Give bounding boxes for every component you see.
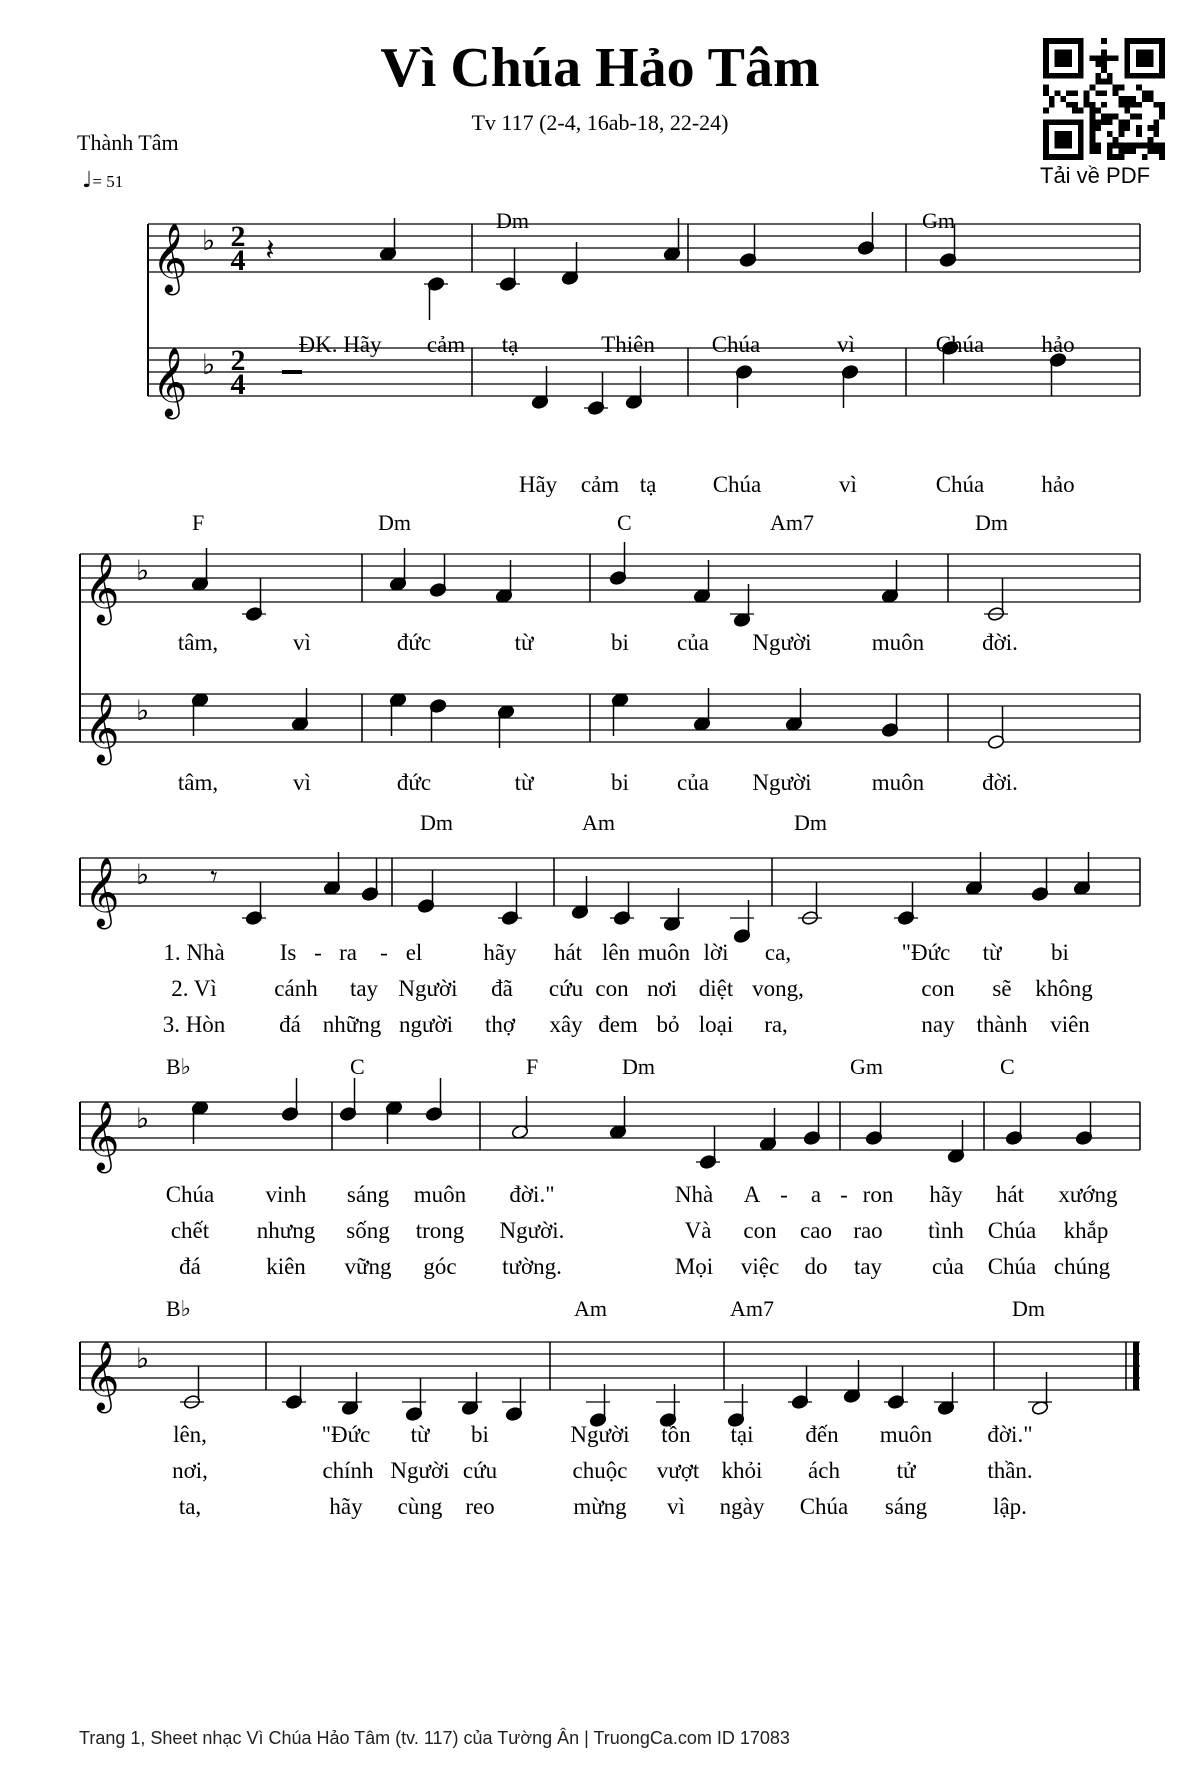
lyric-syllable: con — [921, 976, 955, 1001]
lyric-syllable: Chúa — [799, 1494, 849, 1519]
lyric-syllable: lên — [601, 940, 631, 965]
lyric-syllable: 3. Hòn — [162, 1012, 226, 1037]
lyric-syllable: tồn — [661, 1422, 691, 1447]
lyric-syllable: hảo — [1041, 332, 1075, 357]
chord-symbol: Dm — [1012, 1296, 1045, 1321]
lyric-syllable: của — [677, 770, 709, 795]
lyric-syllable: từ — [982, 940, 1002, 965]
lyric-syllable: tử — [896, 1458, 916, 1483]
lyric-syllable: ron — [862, 1182, 894, 1207]
download-pdf-label[interactable]: Tải về PDF — [1040, 163, 1151, 188]
time-signature-top: 2 — [230, 344, 246, 377]
psalm-reference: Tv 117 (2-4, 16ab-18, 22-24) — [471, 110, 729, 135]
chord-symbol: Am — [574, 1296, 607, 1321]
lyric-syllable: vượt — [656, 1458, 700, 1483]
lyric-syllable: ra — [339, 940, 357, 965]
chord-symbol: Dm — [794, 810, 827, 835]
lyric-syllable: từ — [410, 1422, 430, 1447]
eighth-rest-icon: 𝄾 — [210, 860, 218, 893]
lyric-syllable: đến — [805, 1422, 839, 1447]
treble-clef-icon: 𝄞 — [152, 223, 188, 293]
lyric-syllable: tường. — [502, 1254, 562, 1279]
lyric-syllable: đời." — [987, 1422, 1033, 1447]
lyric-syllable: lên, — [173, 1422, 207, 1447]
lyric-syllable: cánh — [274, 976, 318, 1001]
lyric-syllable: bi — [471, 1422, 489, 1447]
lyric-syllable: Người — [752, 630, 812, 655]
key-flat-icon: ♭ — [136, 858, 150, 891]
chord-symbol: Am7 — [770, 510, 814, 535]
lyric-syllable: của — [677, 630, 709, 655]
composer-name: Thành Tâm — [77, 130, 179, 155]
lyric-syllable: hãy — [329, 1494, 363, 1519]
lyric-syllable: chuộc — [572, 1458, 628, 1483]
lyric-syllable: tại — [730, 1422, 754, 1447]
lyric-syllable: cảm — [426, 332, 466, 357]
page-footer: Trang 1, Sheet nhạc Vì Chúa Hảo Tâm (tv. 117) của Tường Ân | TruongCa.com ID 17083 — [79, 1728, 790, 1748]
lyric-syllable: thợ — [484, 1012, 516, 1037]
song-title: Vì Chúa Hảo Tâm — [380, 37, 820, 99]
lyric-syllable: bi — [611, 770, 629, 795]
quarter-rest-icon: 𝄽 — [265, 233, 275, 268]
lyric-syllable: đá — [179, 1254, 201, 1279]
lyric-syllable: do — [804, 1254, 828, 1279]
lyric-syllable: vinh — [265, 1182, 307, 1207]
treble-clef-icon: 𝄞 — [84, 1101, 120, 1171]
lyric-syllable: vì — [839, 472, 857, 497]
lyric-syllable: thành — [976, 1012, 1028, 1037]
lyric-syllable: Người — [752, 770, 812, 795]
lyric-syllable: - — [314, 940, 322, 965]
lyric-syllable: - — [380, 940, 388, 965]
lyric-syllable: thần. — [987, 1458, 1033, 1483]
chord-symbol: F — [192, 510, 205, 535]
key-flat-icon: ♭ — [202, 224, 216, 257]
lyric-syllable: việc — [740, 1254, 780, 1279]
lyric-syllable: Chúa — [712, 472, 762, 497]
lyric-syllable: đời. — [982, 770, 1018, 795]
lyric-syllable: góc — [423, 1254, 457, 1279]
lyric-syllable: xướng — [1058, 1182, 1118, 1207]
lyric-syllable: đức — [396, 770, 432, 795]
lyric-syllable: con — [595, 976, 629, 1001]
lyric-syllable: hãy — [929, 1182, 963, 1207]
lyric-syllable: Chúa — [165, 1182, 215, 1207]
lyric-syllable: đem — [598, 1012, 638, 1037]
chord-symbol: Dm — [622, 1054, 655, 1079]
lyric-syllable: Người — [390, 1458, 450, 1483]
lyric-syllable: Và — [684, 1218, 712, 1243]
lyric-syllable: Chúa — [987, 1254, 1037, 1279]
lyric-syllable: tâm, — [177, 770, 219, 795]
lyric-syllable: a — [810, 1182, 822, 1207]
lyric-syllable: nơi, — [172, 1458, 208, 1483]
lyric-syllable: cảm — [580, 472, 620, 497]
lyric-syllable: tình — [928, 1218, 964, 1243]
lyric-syllable: el — [405, 940, 423, 965]
lyric-syllable: "Đức — [901, 940, 951, 965]
lyric-syllable: cao — [800, 1218, 832, 1243]
lyric-syllable: ta, — [178, 1494, 202, 1519]
lyric-syllable: bi — [1051, 940, 1069, 965]
lyric-syllable: Thiên — [601, 332, 655, 357]
key-flat-icon: ♭ — [136, 1102, 150, 1135]
lyric-syllable: Chúa — [987, 1218, 1037, 1243]
lyric-syllable: khỏi — [721, 1458, 763, 1483]
lyric-syllable: 2. Vì — [171, 976, 217, 1001]
lyric-syllable: Chúa — [935, 472, 985, 497]
lyric-syllable: muôn — [871, 770, 925, 795]
lyric-syllable: reo — [465, 1494, 495, 1519]
chord-symbol: Gm — [850, 1054, 883, 1079]
treble-clef-icon: 𝄞 — [152, 347, 188, 417]
lyric-syllable: loại — [698, 1012, 734, 1037]
lyric-syllable: tay — [853, 1254, 883, 1279]
lyric-syllable: A — [743, 1182, 761, 1207]
lyric-syllable: cứu — [548, 976, 584, 1001]
lyric-syllable: viên — [1050, 1012, 1090, 1037]
lyric-syllable: sẽ — [992, 976, 1012, 1001]
lyric-syllable: Nhà — [674, 1182, 714, 1207]
key-flat-icon: ♭ — [136, 554, 150, 587]
chord-symbol: Am — [582, 810, 615, 835]
lyric-syllable: mừng — [573, 1494, 627, 1519]
lyric-syllable: chính — [322, 1458, 374, 1483]
lyric-syllable: 1. Nhà — [163, 940, 225, 965]
treble-clef-icon: 𝄞 — [84, 693, 120, 763]
tempo-value: = 51 — [92, 172, 124, 191]
treble-clef-icon: 𝄞 — [84, 857, 120, 927]
lyric-syllable: ca, — [764, 940, 792, 965]
lyric-syllable: diệt — [698, 976, 734, 1001]
chord-symbol: B♭ — [166, 1296, 192, 1321]
chord-symbol: B♭ — [166, 1054, 192, 1079]
lyric-syllable: khắp — [1063, 1218, 1109, 1243]
lyric-syllable: muôn — [871, 630, 925, 655]
lyric-syllable: vững — [344, 1254, 392, 1279]
lyric-syllable: nay — [921, 1012, 955, 1037]
lyric-syllable: nơi — [646, 976, 678, 1001]
lyric-syllable: tạ — [501, 332, 519, 357]
lyric-syllable: "Đức — [321, 1422, 371, 1447]
lyric-syllable: lời — [703, 940, 729, 965]
lyric-syllable: tâm, — [177, 630, 219, 655]
lyric-syllable: Người — [570, 1422, 630, 1447]
lyric-syllable: không — [1035, 976, 1093, 1001]
chord-symbol: F — [526, 1054, 539, 1079]
lyric-syllable: tạ — [639, 472, 657, 497]
treble-clef-icon: 𝄞 — [84, 1341, 120, 1411]
lyric-syllable: đã — [491, 976, 513, 1001]
lyric-syllable: tay — [349, 976, 379, 1001]
lyric-syllable: rao — [853, 1218, 883, 1243]
lyric-syllable: từ — [514, 630, 534, 655]
lyric-syllable: vì — [667, 1494, 685, 1519]
treble-clef-icon: 𝄞 — [84, 553, 120, 623]
lyric-syllable: từ — [514, 770, 534, 795]
lyric-syllable: vì — [293, 770, 311, 795]
lyric-syllable: bỏ — [656, 1012, 680, 1037]
lyric-syllable: sáng — [346, 1182, 390, 1207]
lyric-syllable: cùng — [397, 1494, 443, 1519]
lyric-syllable: kiên — [266, 1254, 306, 1279]
chord-symbol: C — [1000, 1054, 1015, 1079]
time-signature-bottom: 4 — [230, 244, 246, 277]
lyric-syllable: đá — [279, 1012, 301, 1037]
lyric-syllable: Người — [398, 976, 458, 1001]
lyric-syllable: vong, — [752, 976, 804, 1001]
lyric-syllable: hát — [995, 1182, 1025, 1207]
lyric-syllable: những — [322, 1012, 382, 1037]
lyric-syllable: cứu — [462, 1458, 498, 1483]
lyric-syllable: muôn — [413, 1182, 467, 1207]
chord-symbol: Dm — [496, 208, 529, 233]
lyric-syllable: đời. — [982, 630, 1018, 655]
lyric-syllable: xây — [549, 1012, 583, 1037]
key-flat-icon: ♭ — [136, 694, 150, 727]
lyric-syllable: Người. — [499, 1218, 565, 1243]
half-rest-icon — [282, 370, 302, 374]
lyric-syllable: chúng — [1053, 1254, 1111, 1279]
lyric-syllable: hãy — [483, 940, 517, 965]
chord-symbol: Am7 — [730, 1296, 774, 1321]
lyric-syllable: - — [780, 1182, 788, 1207]
lyric-syllable: chết — [170, 1218, 210, 1243]
lyric-syllable: bi — [611, 630, 629, 655]
lyric-syllable: ĐK. Hãy — [298, 332, 382, 357]
lyric-syllable: ngày — [719, 1494, 765, 1519]
lyric-syllable: ra, — [764, 1012, 788, 1037]
lyric-syllable: vì — [837, 332, 855, 357]
lyric-syllable: Is — [279, 940, 297, 965]
chord-symbol: Dm — [420, 810, 453, 835]
lyric-syllable: lập. — [993, 1494, 1027, 1519]
lyric-syllable: của — [932, 1254, 964, 1279]
key-flat-icon: ♭ — [202, 348, 216, 381]
lyric-syllable: hát — [553, 940, 583, 965]
lyric-syllable: con — [743, 1218, 777, 1243]
lyric-syllable: muôn — [637, 940, 691, 965]
chord-symbol: C — [350, 1054, 365, 1079]
lyric-syllable: ách — [808, 1458, 840, 1483]
lyric-syllable: sống — [346, 1218, 390, 1243]
lyric-syllable: trong — [415, 1218, 465, 1243]
quarter-note-icon: ♩ — [82, 168, 93, 193]
chord-symbol: Dm — [378, 510, 411, 535]
chord-symbol: Dm — [975, 510, 1008, 535]
lyric-syllable: Chúa — [935, 332, 985, 357]
chord-symbol: Gm — [922, 208, 955, 233]
lyric-syllable: người — [398, 1012, 454, 1037]
time-signature-top: 2 — [230, 220, 246, 253]
lyric-syllable: muôn — [879, 1422, 933, 1447]
lyric-syllable: vì — [293, 630, 311, 655]
lyric-syllable: Hãy — [518, 472, 558, 497]
lyric-syllable: Mọi — [674, 1254, 714, 1279]
lyric-syllable: đức — [396, 630, 432, 655]
lyric-syllable: đời." — [509, 1182, 555, 1207]
lyric-syllable: sáng — [884, 1494, 928, 1519]
time-signature-bottom: 4 — [230, 368, 246, 401]
lyric-syllable: nhưng — [256, 1218, 316, 1243]
chord-symbol: C — [617, 510, 632, 535]
key-flat-icon: ♭ — [136, 1342, 150, 1375]
lyric-syllable: - — [840, 1182, 848, 1207]
lyric-syllable: Chúa — [711, 332, 761, 357]
lyric-syllable: hảo — [1041, 472, 1075, 497]
